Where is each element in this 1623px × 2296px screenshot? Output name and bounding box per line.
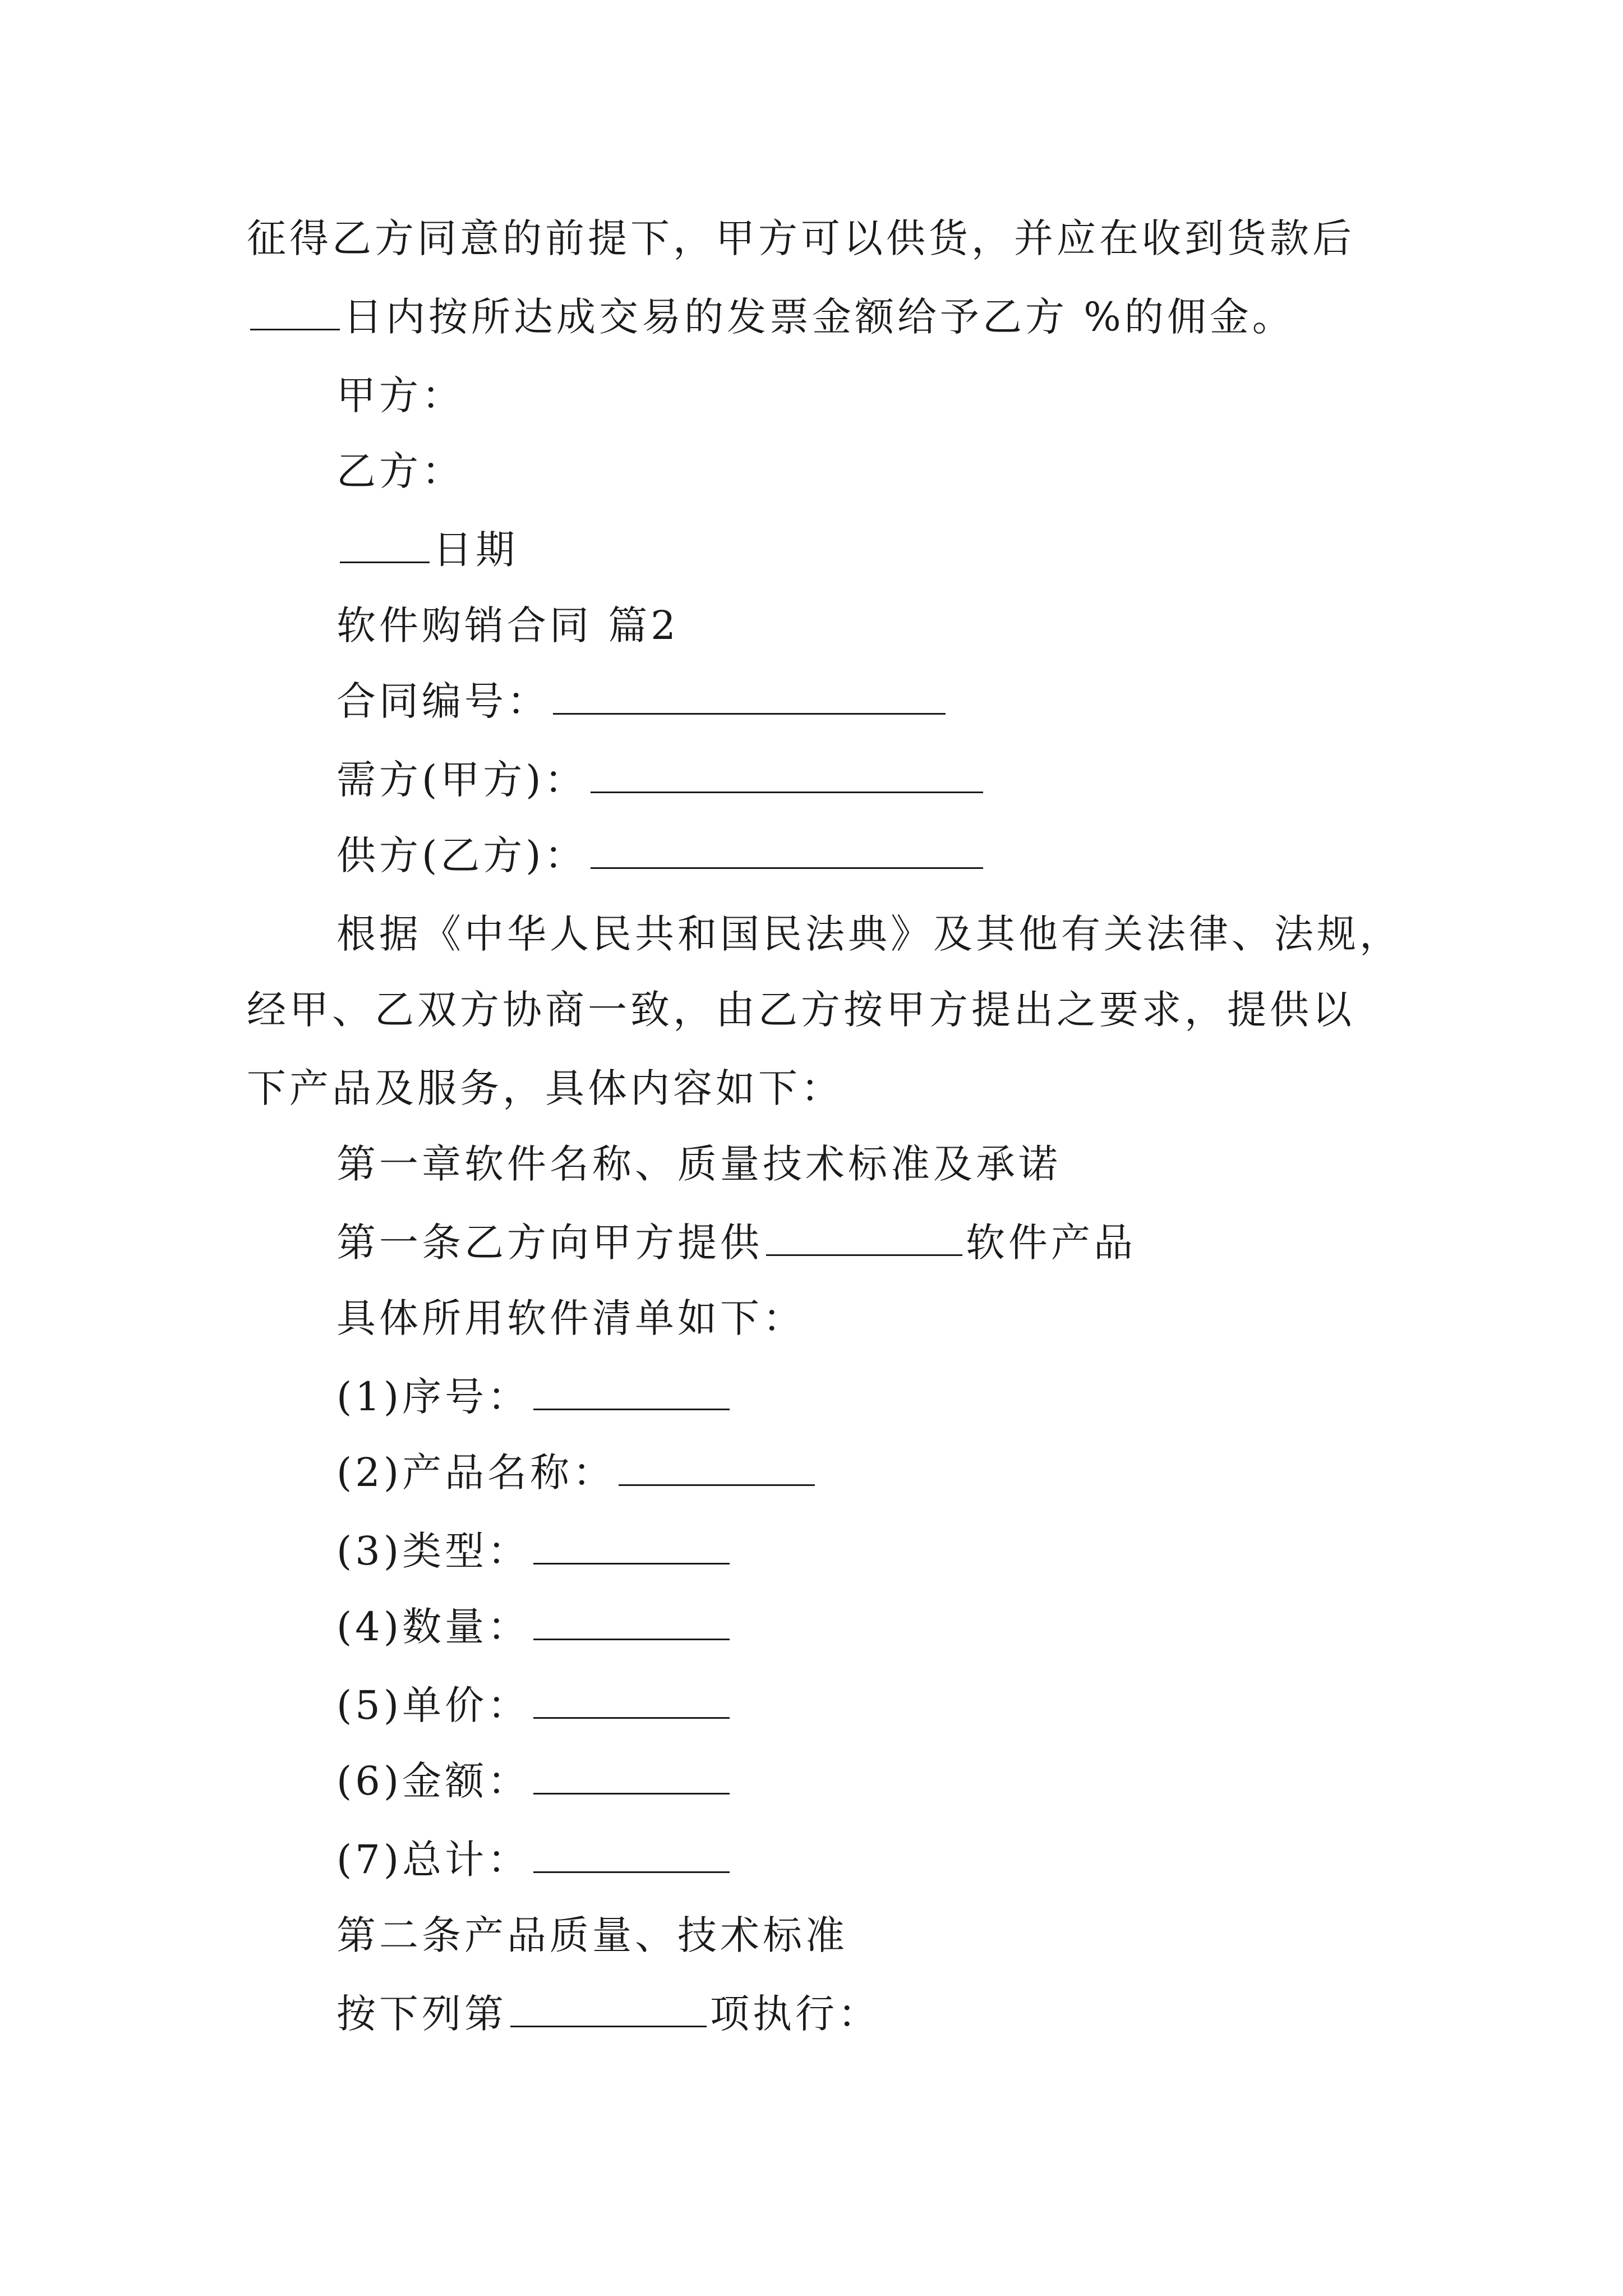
text: 第二条产品质量、技术标准 <box>336 1912 848 1958</box>
supplier-blank[interactable] <box>591 834 983 869</box>
buyer-blank[interactable] <box>591 758 983 793</box>
date-line <box>336 524 518 575</box>
date-blank[interactable] <box>340 528 430 563</box>
paragraph-line <box>336 1293 805 1343</box>
buyer-line <box>336 754 986 805</box>
text: 具体所用软件清单如下： <box>336 1295 805 1341</box>
text: 按下列第 <box>336 1991 507 2037</box>
unit-price-blank[interactable] <box>533 1683 730 1719</box>
text: (2)产品名称： <box>336 1450 616 1496</box>
list-item <box>336 1447 818 1498</box>
text: 乙方： <box>336 448 464 494</box>
list-item <box>336 1526 733 1576</box>
text: (1)序号： <box>336 1374 531 1420</box>
text: (6)金额： <box>336 1758 531 1804</box>
paragraph-line <box>336 909 1402 959</box>
contract-number-blank[interactable] <box>553 679 946 715</box>
list-item <box>336 1756 733 1806</box>
text: 经甲、乙双方协商一致，由乙方按甲方提出之要求，提供以 <box>247 987 1355 1033</box>
software-product-blank[interactable] <box>766 1221 962 1256</box>
total-blank[interactable] <box>533 1838 730 1873</box>
list-item <box>336 1372 733 1422</box>
text: (7)总计： <box>336 1837 531 1883</box>
amount-blank[interactable] <box>533 1759 730 1795</box>
paragraph-line <box>247 984 1355 1035</box>
serial-number-blank[interactable] <box>533 1375 730 1410</box>
text: 第一章软件名称、质量技术标准及承诺 <box>336 1141 1061 1187</box>
quantity-blank[interactable] <box>533 1605 730 1640</box>
paragraph-line <box>247 1063 843 1114</box>
text: 供方(乙方)： <box>336 832 587 878</box>
list-item <box>336 1834 733 1885</box>
text: 项执行： <box>710 1991 880 2037</box>
article-title <box>336 1910 848 1961</box>
text: (5)单价： <box>336 1682 531 1728</box>
fill-blank[interactable] <box>250 295 340 330</box>
list-item <box>336 1680 733 1731</box>
text: 日内按所达成交易的发票金额给予乙方 %的佣金。 <box>343 294 1295 340</box>
text: 第一条乙方向甲方提供 <box>336 1220 763 1266</box>
text: 软件购销合同 篇2 <box>336 602 679 648</box>
text: 根据《中华人民共和国民法典》及其他有关法律、法规， <box>336 911 1402 957</box>
list-item <box>336 1602 733 1652</box>
text: 日期 <box>433 527 518 573</box>
paragraph-line <box>247 292 1295 342</box>
text: (4)数量： <box>336 1604 531 1650</box>
item-number-blank[interactable] <box>510 1992 707 2027</box>
text: 甲方： <box>336 372 464 418</box>
paragraph-line <box>247 213 1355 264</box>
article-line <box>336 1217 1136 1268</box>
text: 下产品及服务，具体内容如下： <box>247 1065 843 1111</box>
text: 征得乙方同意的前提下，甲方可以供货，并应在收到货款后 <box>247 215 1355 261</box>
supplier-line <box>336 830 986 881</box>
text: 合同编号： <box>336 678 550 724</box>
section-title <box>336 600 679 651</box>
text: 需方(甲方)： <box>336 757 587 803</box>
product-name-blank[interactable] <box>619 1451 815 1486</box>
type-blank[interactable] <box>533 1529 730 1565</box>
party-a-label <box>336 370 464 421</box>
article-line <box>336 1989 880 2039</box>
contract-number-line <box>336 676 949 726</box>
chapter-title <box>336 1139 1061 1189</box>
text: (3)类型： <box>336 1528 531 1574</box>
text: 软件产品 <box>966 1220 1136 1266</box>
party-b-label <box>336 446 464 496</box>
